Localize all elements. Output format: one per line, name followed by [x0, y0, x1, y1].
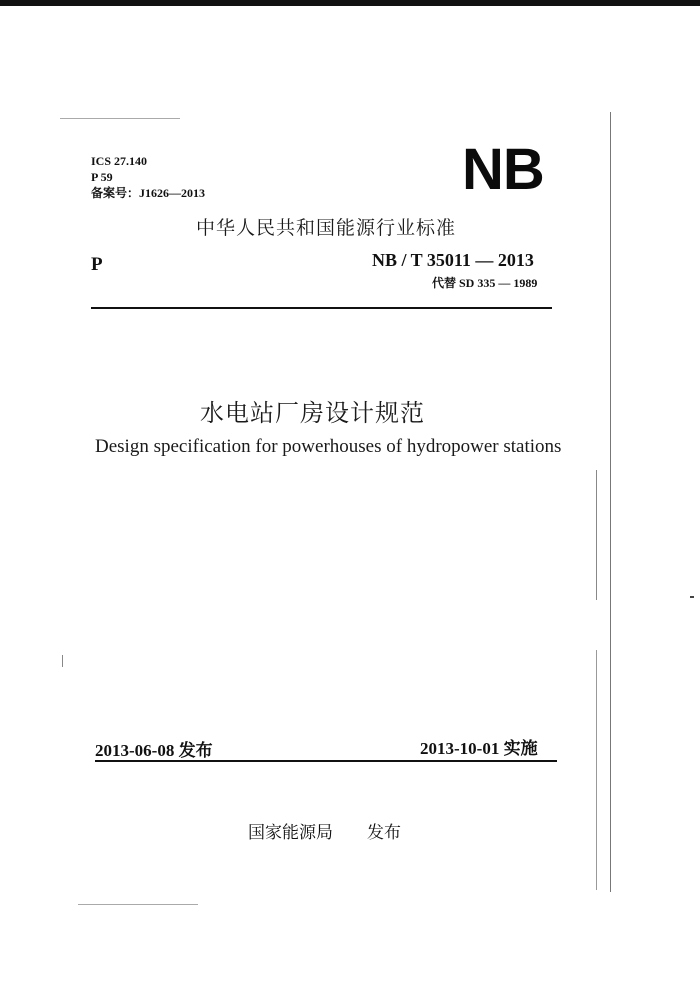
industry-standard-title: 中华人民共和国能源行业标准 — [196, 217, 457, 239]
record-number: 备案号：J1626—2013 — [91, 186, 206, 200]
header-divider — [91, 307, 552, 309]
scan-edge-line — [60, 118, 180, 119]
implementation-date: 2013-10-01 实施 — [420, 739, 538, 758]
publish-date: 2013-06-08 发布 — [95, 741, 213, 760]
document-title-english: Design specification for powerhouses of hydropower stations — [95, 436, 562, 457]
scan-edge-line — [596, 650, 597, 890]
document-title-chinese: 水电站厂房设计规范 — [200, 399, 425, 427]
standard-number: NB / T 35011 — 2013 — [372, 250, 534, 270]
scan-edge-line — [610, 112, 611, 892]
ccs-code: P 59 — [91, 170, 113, 184]
scan-speck — [690, 596, 694, 598]
ics-code: ICS 27.140 — [91, 154, 148, 168]
replaces-standard: 代替 SD 335 — 1989 — [432, 276, 538, 290]
issuing-authority: 国家能源局 发布 — [248, 823, 401, 843]
footer-divider — [95, 760, 557, 762]
scan-top-edge — [0, 0, 700, 6]
scan-speck — [62, 655, 63, 667]
scan-edge-line — [596, 470, 597, 600]
scan-edge-line — [78, 904, 198, 905]
category-letter: P — [91, 254, 103, 275]
nb-logo: NB — [462, 137, 544, 202]
